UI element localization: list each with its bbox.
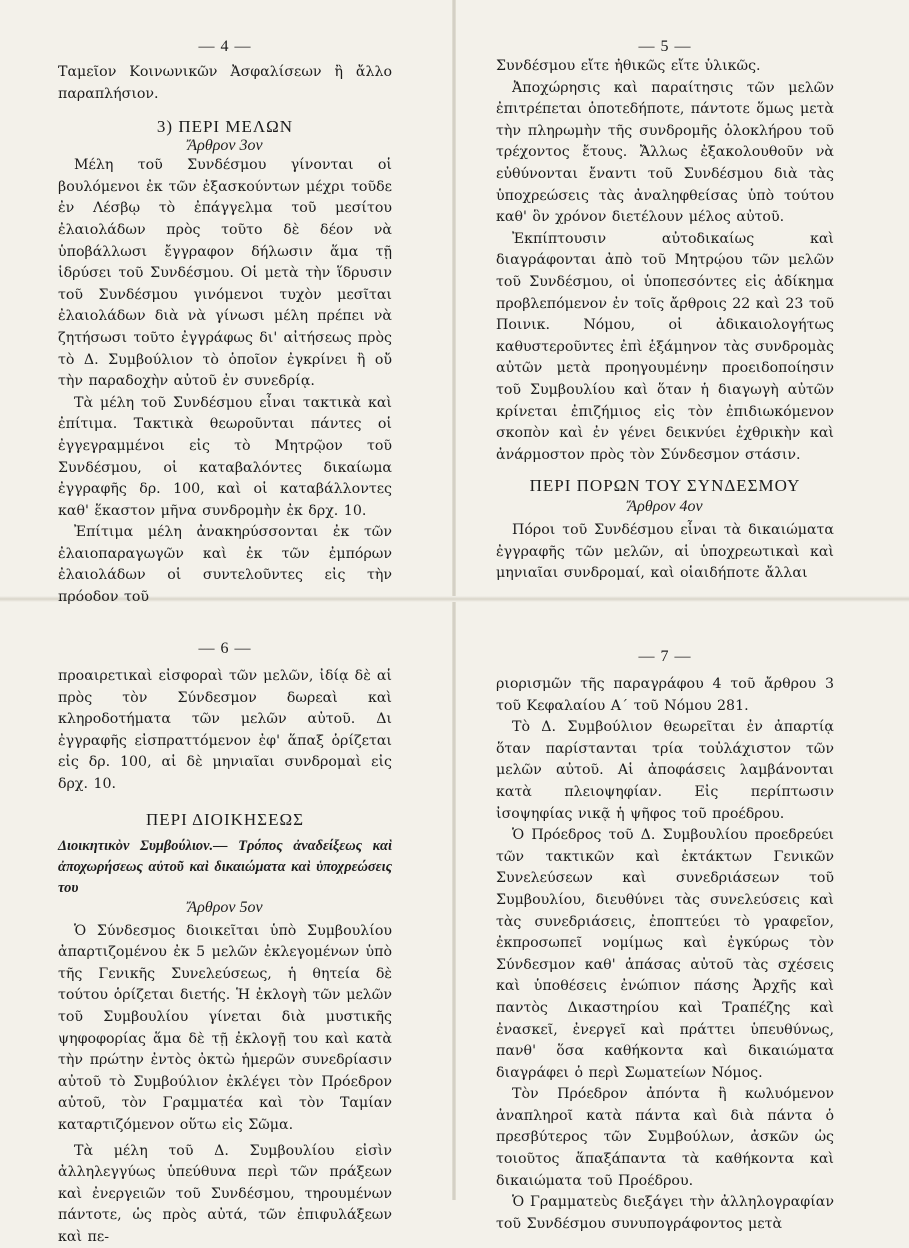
section-title: ΠΕΡΙ ΠΟΡΩΝ ΤΟΥ ΣΥΝΔΕΣΜΟΥ [496, 476, 834, 496]
paragraph: Ὁ Πρόεδρος τοῦ Δ. Συμβουλίου προεδρεύει τῶν τακτικῶν καὶ ἐκτάκτων Γενικῶν Συνελεύσεων καὶ συνεδριάσεων τοῦ Συμβουλίου, διευθύνει τὰς συνελεύσεις καὶ τὰς συνεδριάσεις, ἐποπτεύει τὸ γραφεῖον, ἐκπροσωπεῖ νομίμως καὶ ἐγκύρως τὸν Σύνδεσμον καθ' ἁπάσας αὐτοῦ τὰς σχέσεις καὶ ὑποθέσεις ἐνώπιον πάσης Ἀρχῆς καὶ παντὸς Δικαστηρίου καὶ Τραπέζης καὶ ἐνασκεῖ, ἐνεργεῖ καὶ πράττει ὑπευθύνως, πανθ' ὅσα καθήκοντα καὶ δικαιώματα διαγράφει ὁ περὶ Σωματείων Νόμος. [496, 825, 834, 1084]
paragraph: Μέλη τοῦ Συνδέσμου γίνονται οἱ βουλόμενοι ἐκ τῶν ἐξασκούντων μέχρι τοῦδε ἐν Λέσβῳ τὸ ἐπάγγελμα τοῦ μεσίτου ἐλαιολάδων πρὸς τοῦτο δὲ δέον νὰ ὑποβάλλωσι ἔγγραφον δήλωσιν ἅμα τῇ ἱδρύσει τοῦ Συνδέσμου. Οἱ μετὰ τὴν ἵδρυσιν τοῦ Συνδέσμου γινόμενοι τυχὸν μεσῖται ἐλαιολάδων διὰ νὰ γίνωσι μέλη πρέπει νὰ ζητήσωσι τοῦτο ἐγγράφως δι' αἰτήσεως πρὸς τὸ Δ. Συμβούλιον τὸ ὁποῖον ἐγκρίνει ἢ οὔ τὴν παραδοχὴν αὐτοῦ ἐν συνεδρίᾳ. [58, 155, 392, 393]
page-number: — 5 — [496, 38, 834, 56]
paragraph: Ἐπίτιμα μέλη ἀνακηρύσσονται ἐκ τῶν ἐλαιοπαραγωγῶν καὶ ἐκ τῶν ἐμπόρων ἐλαιολάδων οἱ συντελοῦντες εἰς τὴν πρόοδον τοῦ [58, 522, 392, 608]
page-number: — 4 — [58, 38, 392, 56]
paragraph: Ἀποχώρησις καὶ παραίτησις τῶν μελῶν ἐπιτρέπεται ὁποτεδήποτε, πάντοτε ὅμως μετὰ τὴν πληρωμὴν τῆς συνδρομῆς ὁλοκλήρου τοῦ τρέχοντος ἔτους. Ἄλλως ἐξακολουθοῦν νὰ εὐθύνονται ἔναντι τοῦ Συνδέσμου διὰ τὰς ὑποχρεώσεις τὰς ἀναληφθείσας ὑπὸ τούτου καθ' ὃν χρόνον διετέλουν μέλος αὐτοῦ. [496, 78, 834, 229]
paragraph: ριορισμῶν τῆς παραγράφου 4 τοῦ ἄρθρου 3 τοῦ Κεφαλαίου Α΄ τοῦ Νόμου 281. [496, 674, 834, 717]
paragraph: Τὸ Δ. Συμβούλιον θεωρεῖται ἐν ἀπαρτίᾳ ὅταν παρίστανται τρία τοὐλάχιστον τῶν μελῶν αὐτοῦ. Αἱ ἀποφάσεις λαμβάνονται κατὰ πλειοψηφίαν. Εἰς περίπτωσιν ἰσοψηφίας νικᾷ ἡ ψῆφος τοῦ προέδρου. [496, 717, 834, 825]
paragraph: Ταμεῖον Κοινωνικῶν Ἀσφαλίσεων ἢ ἄλλο παραπλήσιον. [58, 62, 392, 105]
paragraph: Τὸν Πρόεδρον ἀπόντα ἢ κωλυόμενον ἀναπληροῖ κατὰ πάντα καὶ διὰ πάντα ὁ πρεσβύτερος τῶν Συμβούλων, ἀσκῶν ὡς τοιοῦτος ἅπαξάπαντα τὰ καθήκοντα καὶ δικαιώματα τοῦ Προέδρου. [496, 1084, 834, 1192]
page-number: — 7 — [496, 648, 834, 666]
page-7 [496, 648, 834, 1235]
section-title: ΠΕΡΙ ΔΙΟΙΚΗΣΕΩΣ [58, 810, 392, 830]
paragraph: Ὁ Σύνδεσμος διοικεῖται ὑπὸ Συμβουλίου ἀπαρτιζομένου ἐκ 5 μελῶν ἐκλεγομένων ὑπὸ τῆς Γενικῆς Συνελεύσεως, ἡ θητεία δὲ τούτου ὁρίζεται διετής. Ἡ ἐκλογὴ τῶν μελῶν τοῦ Συμβουλίου γίνεται διὰ μυστικῆς ψηφοφορίας ἅμα δὲ τῇ ἐκλογῇ του καὶ κατὰ τὴν πρώτην ἐντὸς ὀκτὼ ἡμερῶν συνεδρίασιν αὐτοῦ τὸ Συμβούλιον ἐκλέγει τὸν Πρόεδρον αὐτοῦ, τὸν Γραμματέα καὶ τὸν Ταμίαν καταρτιζόμενον οὕτω εἰς Σῶμα. [58, 921, 392, 1137]
paragraph: Ἐκπίπτουσιν αὐτοδικαίως καὶ διαγράφονται ἀπὸ τοῦ Μητρῴου τῶν μελῶν τοῦ Συνδέσμου, οἱ ὑποπεσόντες εἰς ἀδίκημα προβλεπόμενον ἐν τοῖς ἄρθροις 22 καὶ 23 τοῦ Ποινικ. Νόμου, οἱ ἀδικαιολογήτως καθυστεροῦντες ἐπὶ ἑξάμηνον τὰς συνδρομὰς αὐτῶν μετὰ προηγουμένην προειδοποίησιν τοῦ Συμβουλίου καὶ ὅταν ἡ διαγωγὴ αὐτῶν κρίνεται ἐπιζήμιος εἰς τὸν ἐπιδιωκόμενον σκοπὸν καὶ ἐν γένει δεικνύει ἐχθρικὴν καὶ ἀνάρμοστον πρὸς τὸν Σύνδεσμον στάσιν. [496, 229, 834, 467]
article-title: Ἄρθρον 3ον [58, 137, 392, 155]
paragraph: Συνδέσμου εἴτε ἠθικῶς εἴτε ὑλικῶς. [496, 56, 834, 78]
paragraph: Ὁ Γραμματεὺς διεξάγει τὴν ἀλληλογραφίαν τοῦ Συνδέσμου συνυπογράφοντος μετὰ [496, 1192, 834, 1235]
article-title: Ἄρθρον 4ον [496, 498, 834, 516]
page-6 [58, 640, 392, 1248]
page-4 [58, 38, 392, 609]
paragraph: προαιρετικαὶ εἰσφοραὶ τῶν μελῶν, ἰδίᾳ δὲ αἱ πρὸς τὸν Σύνδεσμον δωρεαὶ καὶ κληροδοτήματα τῶν μελῶν αὐτοῦ. Δι ἐγγραφῆς εἰσπραττόμενον ἐφ' ἅπαξ ὁρίζεται εἰς δρ. 100, αἱ δὲ μηνιαῖαι συνδρομαὶ εἰς δρχ. 10. [58, 666, 392, 796]
subheading: Διοικητικὸν Συμβούλιον.— Τρόπος ἀναδείξεως καὶ ἀποχωρήσεως αὐτοῦ καὶ δικαιώματα καὶ ὑποχρεώσεις του [58, 836, 392, 899]
section-title: 3) ΠΕΡΙ ΜΕΛΩΝ [58, 117, 392, 137]
paragraph: Τὰ μέλη τοῦ Δ. Συμβουλίου εἰσὶν ἀλληλεγγύως ὑπεύθυνα περὶ τῶν πράξεων καὶ ἐνεργειῶν τοῦ Συνδέσμου, τηρουμένων πάντοτε, ὡς πρὸς αὐτά, τῶν ἐπιφυλάξεων καὶ πε- [58, 1141, 392, 1248]
page-number: — 6 — [58, 640, 392, 658]
article-title: Ἄρθρον 5ον [58, 899, 392, 917]
page-5 [496, 38, 834, 585]
paragraph: Τὰ μέλη τοῦ Συνδέσμου εἶναι τακτικὰ καὶ ἐπίτιμα. Τακτικὰ θεωροῦνται πάντες οἱ ἐγγεγραμμένοι εἰς τὸ Μητρῷον τοῦ Συνδέσμου, οἱ καταβαλόντες δικαίωμα ἐγγραφῆς δρ. 100, καὶ οἱ καταβάλλοντες καθ' ἕκαστον μῆνα συνδρομὴν ἐκ δρχ. 10. [58, 393, 392, 523]
paragraph: Πόροι τοῦ Συνδέσμου εἶναι τὰ δικαιώματα ἐγγραφῆς τῶν μελῶν, αἱ ὑποχρεωτικαὶ καὶ μηνιαῖαι συνδρομαί, καὶ οἱαιδήποτε ἄλλαι [496, 520, 834, 585]
